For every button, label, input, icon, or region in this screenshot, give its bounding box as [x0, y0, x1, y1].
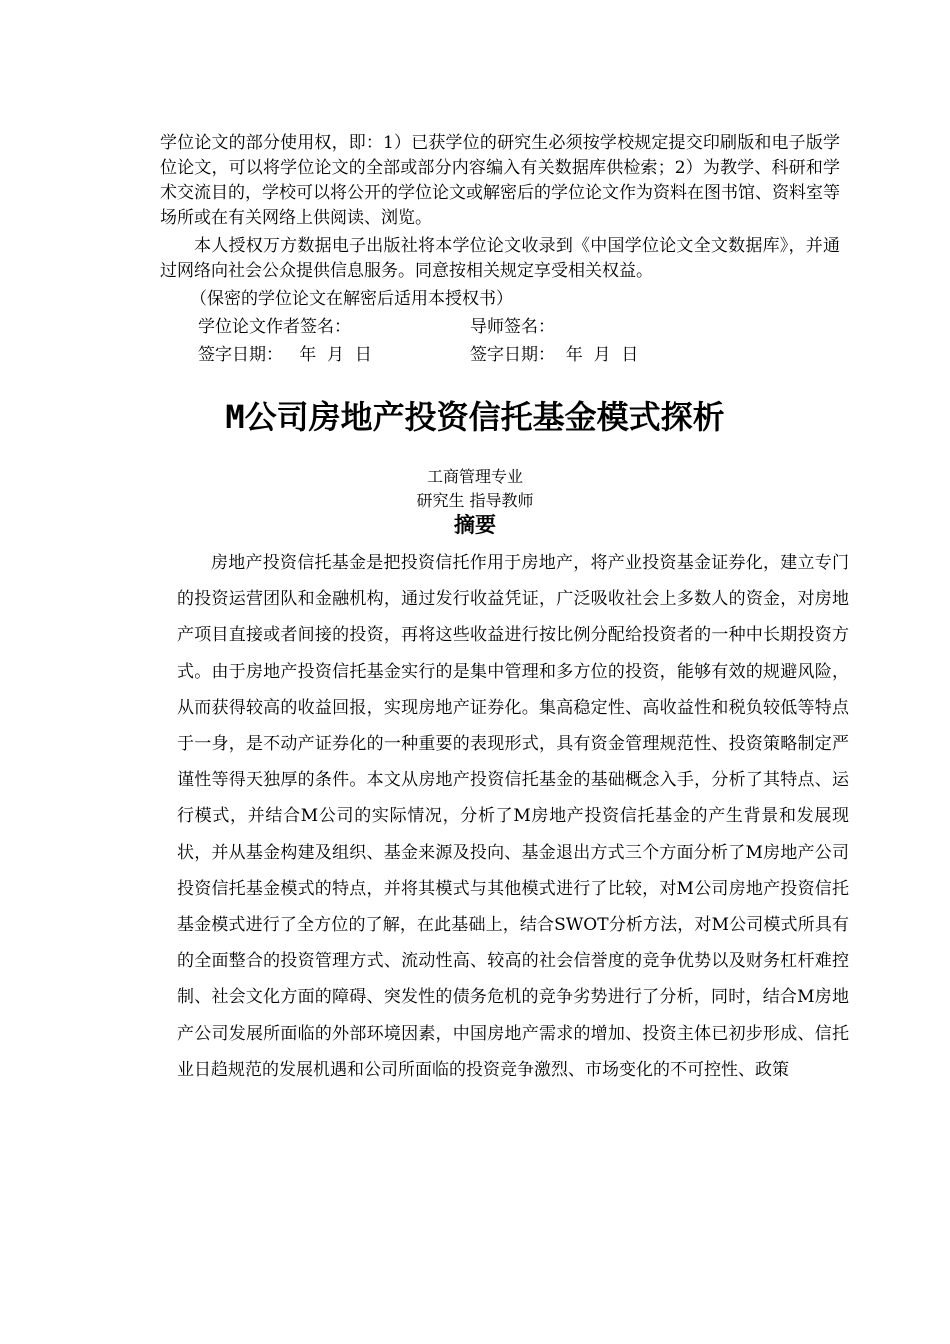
thesis-major: 工商管理专业: [426, 467, 523, 486]
signature-row: [160, 315, 840, 340]
author-date-label: 签字日期： 年 月 日: [198, 345, 372, 365]
authorization-statement: [160, 131, 840, 368]
thesis-roles: 研究生 指导教师: [416, 491, 534, 510]
author-signature-label: 学位论文作者签名：: [198, 317, 351, 337]
abstract-heading: 摘要: [454, 513, 496, 537]
thesis-title: M公司房地产投资信托基金模式探析: [225, 398, 725, 436]
confidential-note: （保密的学位论文在解密后适用本授权书）: [190, 289, 513, 309]
advisor-signature-label: 导师签名：: [470, 317, 555, 337]
authorization-paragraph-usage-rights: 学位论文的部分使用权，即：1）已获学位的研究生必须按学校规定提交印刷版和电子版学位论文，可以将学位论文的全部或部分内容编入有关数据库供检索；2）为教学、科研和学术交流目的，学校可以将公开的学位论文或解密后的学位论文作为资料在图书馆、资料室等场所或在有关网络上供阅读、浏览。: [160, 133, 840, 228]
authorization-paragraph-wanfang: 本人授权万方数据电子出版社将本学位论文收录到《中国学位论文全文数据库》，并通过网络向社会公众提供信息服务。同意按相关规定享受相关权益。: [160, 236, 840, 281]
advisor-date-label: 签字日期： 年 月 日: [470, 345, 639, 365]
abstract-text: 房地产投资信托基金是把投资信托作用于房地产，将产业投资基金证券化，建立专门的投资运营团队和金融机构，通过发行收益凭证，广泛吸收社会上多数人的资金，对房地产项目直接或者间接的投资，再将这些收益进行按比例分配给投资者的一种中长期投资方式。由于房地产投资信托基金实行的是集中管理和多方位的投资，能够有效的规避风险，从而获得较高的收益回报，实现房地产证券化。集高稳定性、高收益性和税负较低等特点于一身，是不动产证券化的一种重要的表现形式，具有资金管理规范性、投资策略制定严谨性等得天独厚的条件。本文从房地产投资信托基金的基础概念入手，分析了其特点、运行模式，并结合M公司的实际情况，分析了M房地产投资信托基金的产生背景和发展现状，并从基金构建及组织、基金来源及投向、基金退出方式三个方面分析了M房地产公司投资信托基金模式的特点，并将其模式与其他模式进行了比较，对M公司房地产投资信托基金模式进行了全方位的了解，在此基础上，结合SWOT分析方法，对M公司模式所具有的全面整合的投资管理方式、流动性高、较高的社会信誉度的竞争优势以及财务杠杆难控制、社会文化方面的障碍、突发性的债务危机的竞争劣势进行了分析，同时，结合M房地产公司发展所面临的外部环境因素，中国房地产需求的增加、投资主体已初步形成、信托业日趋规范的发展机遇和公司所面临的投资竞争激烈、市场变化的不可控性、政策: [177, 553, 849, 1080]
date-row: [160, 343, 840, 368]
